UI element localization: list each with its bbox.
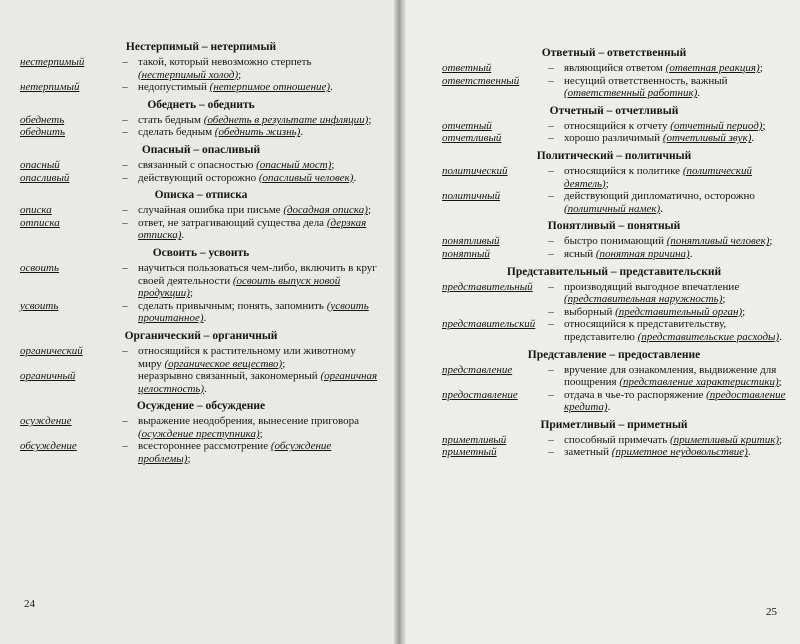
definition-text: относящийся к отчету [564,119,668,132]
usage-example: (представительный орган) [615,305,743,318]
usage-example: (ответная реакция) [665,62,760,74]
entry-punctuation: . [353,171,357,184]
dictionary-entry [442,318,786,343]
dictionary-entry [20,159,382,172]
definition-text: относящийся к политике [564,164,681,177]
entry-dash: – [548,74,554,87]
section-title: Нестерпимый – нетерпимый [125,41,277,53]
entry-dash: – [122,415,128,428]
definition-text: такой, который невозможно стерпеть [138,56,312,68]
entry-punctuation: . [181,229,185,242]
dictionary-entry [442,75,786,100]
entry-definition [564,62,786,75]
section-title: Понятливый – понятный [547,220,681,233]
entry-word: ответный [442,62,492,74]
definition-text: вручение для ознакомления, выдвижение для поощрения [564,363,777,389]
usage-example: (политичный намек) [564,202,661,215]
usage-example: (представительские расходы) [637,330,780,343]
entry-punctuation: ; [367,204,372,217]
entry-word: осуждение [20,415,72,428]
section-title: Представление – предоставление [527,348,701,361]
definition-text: относящийся к растительному или животному миру [138,344,356,370]
entry-punctuation: ; [742,305,746,318]
entry-word: представительный [442,280,533,293]
entry-dash: – [548,318,554,331]
usage-example: (ответственный работник) [564,87,698,100]
entry-word: обсуждение [20,440,77,453]
section-title: Приметливый – приметный [540,418,688,431]
dictionary-entry [20,114,382,127]
section-title: Освоить – усвоить [152,246,250,259]
entry-definition [564,318,786,343]
entry-dash: – [548,247,554,260]
dictionary-entry [20,126,382,139]
usage-example: (обеднить жизнь) [214,126,301,139]
entry-dash [112,370,138,395]
entry-word: освоить [20,261,59,274]
dictionary-entry [20,262,382,300]
dictionary-entry [442,446,786,459]
definition-text: несущий ответственность, важный [564,74,728,87]
definition-text: неразрывно связанный, закономерный [138,370,318,383]
usage-example: (освоить выпуск новой продукции) [138,274,341,300]
entry-definition [564,75,786,100]
entry-definition [138,114,382,127]
entry-punctuation: ; [238,68,242,81]
definition-text: выражение неодобрения, вынесение приговора [138,415,360,428]
dictionary-entry [20,204,382,217]
section-title: Органический – органичный [124,329,278,342]
entry-punctuation: ; [722,293,726,306]
entry-word: приметливый [442,433,507,446]
definition-text: сделать бедным [138,126,213,139]
entry-word: понятливый [442,235,500,248]
entry-word: усвоить [20,299,59,312]
entry-punctuation: . [204,382,207,395]
definition-text: являющийся ответом [564,62,663,74]
usage-example: (органическое вещество) [164,357,283,370]
book-gutter [394,0,406,644]
entry-dash: – [122,204,128,217]
entry-definition [564,446,786,459]
entry-definition [564,306,786,319]
entry-dash: – [548,280,554,293]
entry-dash: – [548,305,554,318]
entry-word: политичный [442,190,501,203]
entry-dash: – [548,235,554,248]
dictionary-entry [20,300,382,325]
entry-punctuation: . [689,247,693,260]
dictionary-entry [442,235,786,248]
section-title: Обеднеть – обеднить [147,98,255,111]
entry-word: предоставление [442,388,518,401]
entry-definition [564,281,786,306]
entry-definition [564,132,786,145]
entry-word: отписка [20,216,60,229]
usage-example: (приметное неудовольствие) [611,446,748,459]
usage-example: (приметливый критик) [669,433,780,446]
entry-dash: – [122,158,128,171]
dictionary-entry [20,345,382,370]
dictionary-entry [442,306,786,319]
dictionary-entry [442,190,786,215]
entry-punctuation: ; [331,158,335,171]
entry-dash: – [548,190,554,203]
section-title: Ответный – ответственный [541,47,687,59]
entry-definition [138,415,382,440]
entry-definition [138,300,382,325]
entry-dash: – [122,216,128,229]
entry-definition [564,434,786,447]
dictionary-entry [442,248,786,261]
usage-example: (отчетный период) [670,119,763,132]
entry-definition [138,370,382,395]
usage-example: (усвоить прочитанное) [138,299,369,325]
dictionary-entry [20,81,382,94]
entry-word: ответственный [442,74,520,87]
entry-dash: – [548,119,554,132]
dictionary-entry [20,172,382,185]
usage-example: (опасный мост) [256,158,332,171]
entry-punctuation: ; [282,357,286,370]
entry-word: обеднить [20,126,65,139]
definition-text: ясный [564,247,594,260]
entry-word: представительский [442,318,536,331]
definition-text: выборный [564,305,613,318]
entry-definition [138,440,382,465]
page-number-left: 24 [24,598,35,610]
definition-text: действующий осторожно [138,171,257,184]
entry-dash: – [122,81,128,94]
page-number-right: 25 [766,606,777,618]
entry-punctuation: ; [368,113,372,126]
definition-text: производящий выгодное впечатление [564,280,740,293]
entry-definition [564,120,786,133]
entry-punctuation: . [779,330,782,343]
entry-dash: – [548,446,554,459]
entry-definition [138,204,382,217]
entry-dash: – [122,56,128,68]
entry-dash: – [122,113,128,126]
definition-text: всестороннее рассмотрение [138,440,269,453]
section-title: Описка – отписка [154,189,248,202]
right-column [442,0,786,459]
entry-dash: – [122,126,128,139]
definition-text: заметный [564,446,610,459]
dictionary-entry [442,389,786,414]
entry-punctuation: . [330,81,333,94]
usage-example: (представительная наружность) [564,293,723,306]
entry-definition [138,126,382,139]
entry-word: органический [20,344,83,357]
entry-dash: – [548,388,554,401]
section-title: Представительный – представительский [506,265,722,278]
usage-example: (дерзкая отписка) [138,216,367,242]
usage-example: (осуждение преступника) [138,427,260,440]
dictionary-entry [442,132,786,145]
definition-text: хорошо различимый [564,132,661,145]
definition-text: относящийся к представительству, представителю [564,318,727,343]
entry-word: отчетливый [442,132,502,145]
section-title: Опасный – опасливый [141,143,261,156]
dictionary-entry [442,434,786,447]
usage-example: (представление характеристики) [619,376,779,389]
dictionary-entry [442,165,786,190]
entry-definition [138,159,382,172]
usage-example: (органичная целостность) [138,370,378,395]
entry-definition [564,364,786,389]
dictionary-entry [442,364,786,389]
dictionary-entry [442,62,786,75]
entry-dash: – [548,363,554,376]
entry-definition [138,345,382,370]
entry-dash: – [548,164,554,177]
left-column [20,0,382,466]
entry-word: представление [442,363,513,376]
entry-punctuation: . [751,132,755,145]
entry-punctuation: ; [189,287,194,300]
entry-punctuation: . [300,126,304,139]
usage-example: (предоставление кредита) [564,388,786,414]
usage-example: (обсуждение проблемы) [138,440,332,466]
dictionary-entry [442,281,786,306]
usage-example: (опасливый человек) [258,171,354,184]
usage-example: (обеднеть в результате инфляции) [203,113,369,126]
definition-text: недопустимый [138,81,207,94]
definition-text: случайная ошибка при письме [138,204,281,217]
definition-text: ответ, не затрагивающий существа дела [138,216,325,229]
entry-punctuation: ; [779,433,783,446]
dictionary-entry [20,217,382,242]
entry-punctuation: ; [259,427,263,440]
entry-punctuation: ; [187,453,191,466]
entry-punctuation: ; [769,235,773,248]
section-title: Отчетный – отчетливый [549,104,679,117]
entry-punctuation: . [697,87,701,100]
entry-dash: – [548,62,554,74]
definition-text: сделать привычным; понять, запомнить [138,299,324,312]
usage-example: (нестерпимый холод) [138,68,239,81]
entry-dash: – [122,261,128,274]
entry-word: органичный [20,370,76,383]
usage-example: (понятная причина) [595,247,690,260]
entry-punctuation: ; [759,62,763,74]
entry-word: описка [20,204,52,217]
entry-word: политический [442,164,508,177]
definition-text: отдача в чье-то распоряжение [564,388,704,401]
definition-text: способный примечать [564,433,668,446]
definition-text: связанный с опасностью [138,158,254,171]
entry-dash: – [122,299,128,312]
entry-punctuation: ; [778,376,782,389]
entry-dash: – [548,132,554,145]
entry-word [442,306,538,319]
entry-word: обеднеть [20,113,65,126]
entry-punctuation: . [747,446,751,459]
entry-definition [138,262,382,300]
definition-text: стать бедным [138,113,202,126]
definition-text: быстро понимающий [564,235,664,248]
entry-definition [564,190,786,215]
usage-example: (досадная описка) [283,204,368,217]
entry-definition [138,56,382,81]
entry-definition [138,81,382,94]
usage-example: (отчетливый звук) [662,132,752,145]
entry-word: нетерпимый [20,81,80,94]
entry-word: приметный [442,446,497,459]
entry-definition [564,235,786,248]
right-page [400,0,800,644]
dictionary-entry [20,440,382,465]
entry-word: отчетный [442,119,492,132]
section-title: Осуждение – обсуждение [136,400,266,413]
entry-word: нестерпимый [20,56,85,68]
entry-word: понятный [442,247,490,260]
entry-punctuation: ; [762,119,766,132]
usage-example: (понятливый человек) [666,235,770,248]
entry-definition [138,172,382,185]
usage-example: (политический деятель) [564,164,752,190]
entry-definition [564,389,786,414]
entry-punctuation: . [660,202,663,215]
dictionary-entry [442,120,786,133]
entry-dash: – [122,440,128,453]
dictionary-entry [20,56,382,81]
entry-word: опасливый [20,171,70,184]
entry-dash: – [548,433,554,446]
entry-dash: – [122,344,128,357]
dictionary-entry [20,370,382,395]
section-title: Политический – политичный [536,149,692,162]
entry-dash: – [122,171,128,184]
entry-punctuation: ; [605,177,609,190]
definition-text: действующий дипломатично, осторожно [564,190,755,203]
entry-word: опасный [20,158,60,171]
entry-definition [138,217,382,242]
entry-definition [564,248,786,261]
entry-punctuation: . [203,312,207,325]
entry-punctuation: . [607,401,611,414]
definition-text: научиться пользоваться чем-либо, включить в круг своей деятельности [138,261,377,287]
dictionary-entry [20,415,382,440]
entry-definition [564,165,786,190]
usage-example: (нетерпимое отношение) [209,81,331,94]
